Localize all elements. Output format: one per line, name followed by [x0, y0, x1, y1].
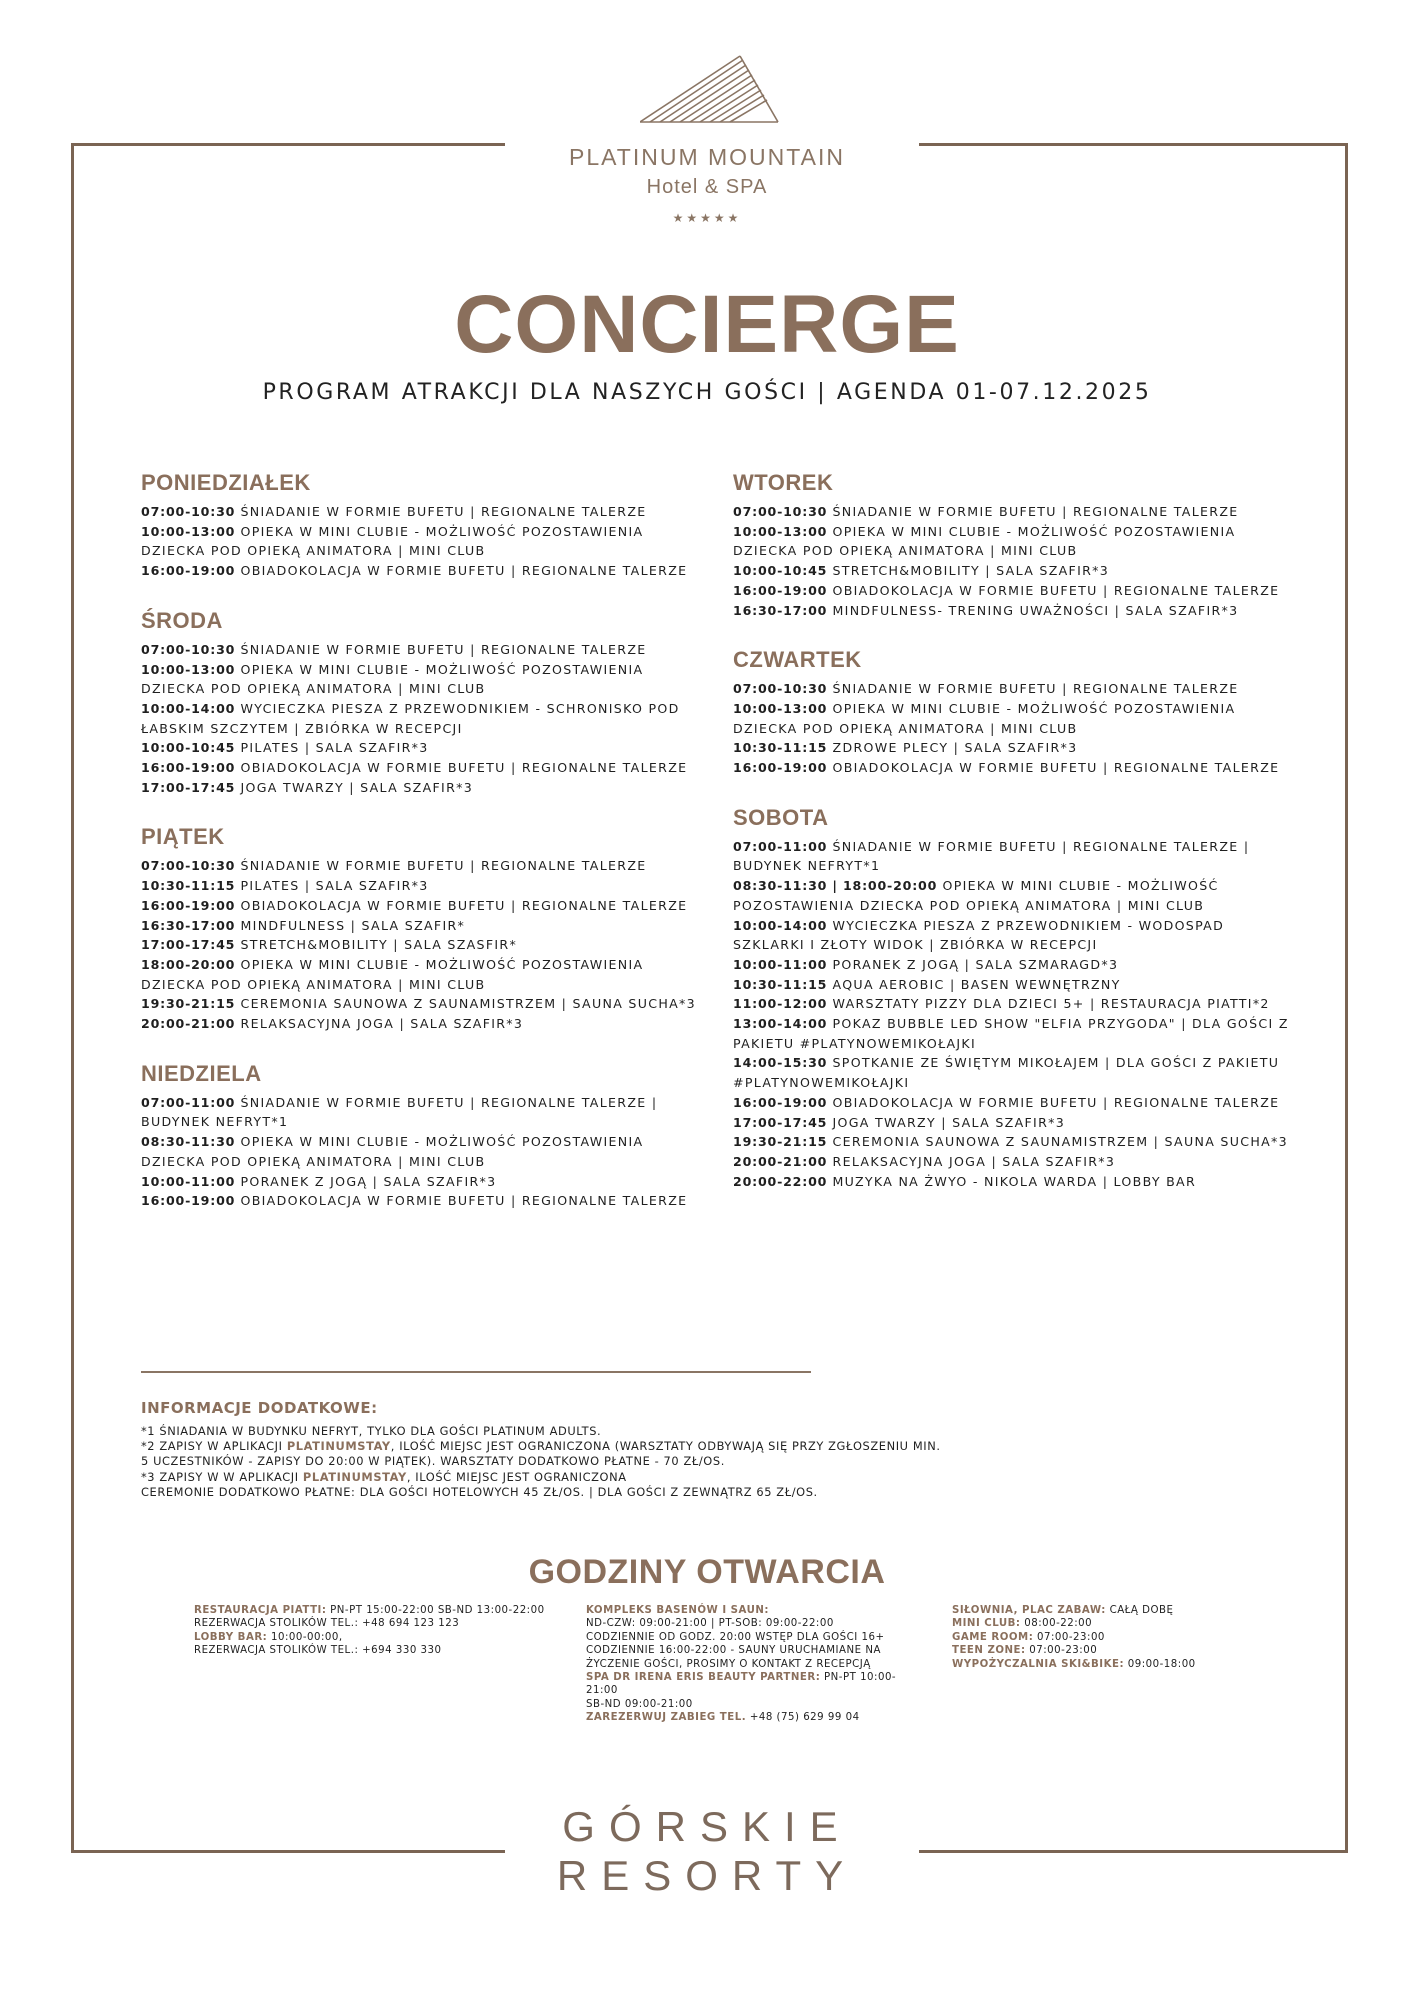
schedule-entry [733, 502, 1293, 522]
entry-text: RELAKSACYJNA JOGA | SALA SZAFIR*3 [240, 1016, 524, 1032]
entry-time: 13:00-14:00 [733, 1016, 828, 1032]
day-section [141, 608, 701, 798]
info-note-4: CEREMONIE DODATKOWO PŁATNE: DLA GOŚCI HOTELOWYCH 45 ZŁ/OS. | DLA GOŚCI Z ZEWNĄTRZ 65 ZŁ/OS. [141, 1484, 818, 1499]
day-section [141, 470, 701, 581]
app-name: PLATINUMSTAY [286, 1439, 391, 1454]
entry-time: 10:00-11:00 [733, 956, 828, 972]
entry-text: ZDROWE PLECY | SALA SZAFIR*3 [832, 740, 1078, 756]
schedule-entry [141, 778, 701, 798]
entry-text: OPIEKA W MINI CLUBIE - MOŻLIWOŚĆ POZOSTAWIENIA DZIECKA POD OPIEKĄ ANIMATORA | MINI CLUB [141, 1134, 644, 1169]
schedule-entry [141, 561, 701, 581]
day-section [733, 805, 1293, 1192]
info-note-2: *2 ZAPISY W APLIKACJI PLATINUMSTAY, ILOŚĆ MIEJSC JEST OGRANICZONA (WARSZTATY ODBYWAJĄ SIĘ PRZY ZGŁOSZENIU MIN. 5 UCZESTNIKÓW - ZAPISY DO 20:00 W PIĄTEK). WARSZTATY DODATKOWO PŁATNE - 70 ZŁ/OS. [141, 1439, 941, 1469]
entry-time: 10:30-11:15 [733, 740, 828, 756]
entry-text: CEREMONIA SAUNOWA Z SAUNAMISTRZEM | SAUNA SUCHA*3 [240, 996, 696, 1012]
entry-text: WYCIECZKA PIESZA Z PRZEWODNIKIEM - WODOSPAD SZKLARKI I ZŁOTY WIDOK | ZBIÓRKA W RECEPCJI [733, 917, 1225, 953]
entry-text: RELAKSACYJNA JOGA | SALA SZAFIR*3 [832, 1153, 1116, 1169]
entry-time: 16:00-19:00 [141, 563, 236, 579]
entry-text: OBIADOKOLACJA W FORMIE BUFETU | REGIONALNE TALERZE [240, 1193, 688, 1209]
entry-time: 08:30-11:30 | 18:00-20:00 [733, 878, 938, 894]
schedule-entry [141, 699, 701, 738]
schedule-entry [733, 1132, 1293, 1152]
schedule-left-column [141, 470, 701, 1238]
entry-time: 07:00-11:00 [141, 1094, 236, 1110]
entry-text: CEREMONIA SAUNOWA Z SAUNAMISTRZEM | SAUNA SUCHA*3 [832, 1134, 1288, 1150]
schedule-entry [141, 738, 701, 758]
schedule-entry [733, 1014, 1293, 1053]
entry-time: 20:00-22:00 [733, 1173, 828, 1189]
day-section [141, 1061, 701, 1211]
hours-column-2: KOMPLEKS BASENÓW I SAUN: ND-CZW: 09:00-21:00 | PT-SOB: 09:00-22:00 CODZIENNIE OD GODZ. 20:00 WSTĘP DLA GOŚCI 16+ CODZIENNIE 16:00-22:00 - SAUNY URUCHAMIANE NA ŻYCZENIE GOŚCI, PROSIMY O KONTAKT Z RECEPCJĄ SPA DR IRENA ERIS BEAUTY PARTNER: PN-PT 10:00-21:00 SB-ND 09:00-21:00 ZAREZERWUJ ZABIEG TEL. +48 (75) 629 99 04 [586, 1605, 897, 1724]
entry-time: 16:00-19:00 [733, 760, 828, 776]
entry-time: 16:00-19:00 [141, 897, 236, 913]
entry-time: 07:00-10:30 [141, 641, 236, 657]
entry-time: 10:00-10:45 [733, 563, 828, 579]
schedule-entry [141, 1191, 701, 1211]
schedule-entry [141, 876, 701, 896]
schedule-entry [733, 522, 1293, 561]
schedule-entry [733, 876, 1293, 915]
schedule-entry [141, 1132, 701, 1171]
entry-time: 20:00-21:00 [141, 1016, 236, 1032]
entry-text: OBIADOKOLACJA W FORMIE BUFETU | REGIONALNE TALERZE [832, 1094, 1280, 1110]
schedule-entry [141, 935, 701, 955]
entry-time: 19:30-21:15 [733, 1134, 828, 1150]
footer-logo-line-2: RESORTY [556, 1852, 858, 1899]
entry-text: PORANEK Z JOGĄ | SALA SZMARAGD*3 [832, 956, 1119, 972]
entry-time: 10:00-13:00 [733, 700, 828, 716]
schedule-entry [733, 916, 1293, 955]
schedule-entry [733, 955, 1293, 975]
entry-text: OBIADOKOLACJA W FORMIE BUFETU | REGIONALNE TALERZE [832, 760, 1280, 776]
footer-logo-line-1: GÓRSKIE [562, 1803, 852, 1850]
entry-time: 10:30-11:15 [141, 878, 236, 894]
schedule-entry [141, 1093, 701, 1132]
entry-time: 16:30-17:00 [141, 917, 236, 933]
entry-time: 10:00-11:00 [141, 1173, 236, 1189]
schedule-entry [141, 660, 701, 699]
entry-text: OPIEKA W MINI CLUBIE - MOŻLIWOŚĆ POZOSTAWIENIA DZIECKA POD OPIEKĄ ANIMATORA | MINI CLUB [141, 523, 644, 559]
entry-time: 10:30-11:15 [733, 976, 828, 992]
entry-text: OBIADOKOLACJA W FORMIE BUFETU | REGIONALNE TALERZE [240, 760, 688, 776]
entry-time: 18:00-20:00 [141, 956, 236, 972]
hours-title: GODZINY OTWARCIA [528, 1553, 886, 1591]
day-heading: SOBOTA [733, 804, 829, 830]
entry-text: ŚNIADANIE W FORMIE BUFETU | REGIONALNE TALERZE [832, 504, 1239, 519]
schedule-entry [733, 679, 1293, 699]
entry-time: 10:00-14:00 [733, 917, 828, 933]
schedule-entry [733, 758, 1293, 778]
schedule-entry [733, 1053, 1293, 1092]
info-note-1: *1 ŚNIADANIA W BUDYNKU NEFRYT, TYLKO DLA GOŚCI PLATINUM ADULTS. [141, 1424, 602, 1438]
entry-text: WARSZTATY PIZZY DLA DZIECI 5+ | RESTAURACJA PIATTI*2 [832, 996, 1270, 1012]
schedule-entry [733, 837, 1293, 876]
entry-text: OPIEKA W MINI CLUBIE - MOŻLIWOŚĆ POZOSTAWIENIA DZIECKA POD OPIEKĄ ANIMATORA | MINI CLUB [733, 523, 1236, 559]
day-heading: WTOREK [733, 470, 834, 495]
entry-time: 19:30-21:15 [141, 996, 236, 1012]
entry-text: JOGA TWARZY | SALA SZAFIR*3 [832, 1114, 1066, 1130]
entry-text: PILATES | SALA SZAFIR*3 [240, 878, 429, 894]
entry-text: STRETCH&MOBILITY | SALA SZASFIR* [240, 937, 518, 953]
entry-text: JOGA TWARZY | SALA SZAFIR*3 [240, 779, 474, 795]
day-section [141, 824, 701, 1033]
entry-time: 07:00-10:30 [733, 504, 828, 519]
brand-name: PLATINUM MOUNTAIN [569, 144, 845, 170]
entry-time: 16:00-19:00 [141, 760, 236, 776]
schedule-entry [141, 640, 701, 660]
entry-text: MINDFULNESS | SALA SZAFIR* [240, 917, 466, 933]
page-subtitle: PROGRAM ATRAKCJI DLA NASZYCH GOŚCI | AGENDA 01-07.12.2025 [262, 380, 1152, 405]
entry-text: ŚNIADANIE W FORMIE BUFETU | REGIONALNE TALERZE [240, 504, 647, 519]
entry-time: 10:00-13:00 [141, 523, 236, 539]
entry-text: WYCIECZKA PIESZA Z PRZEWODNIKIEM - SCHRONISKO POD ŁABSKIM SZCZYTEM | ZBIÓRKA W RECEPCJI [141, 700, 680, 736]
day-section [733, 470, 1293, 620]
schedule-entry [733, 1113, 1293, 1133]
entry-time: 11:00-12:00 [733, 996, 828, 1012]
entry-time: 16:30-17:00 [733, 602, 828, 618]
schedule-entry [733, 601, 1293, 621]
schedule-entry [141, 994, 701, 1014]
entry-text: PILATES | SALA SZAFIR*3 [240, 740, 429, 756]
schedule-entry [733, 1152, 1293, 1172]
schedule-entry [141, 1172, 701, 1192]
schedule-entry [141, 758, 701, 778]
entry-text: PORANEK Z JOGĄ | SALA SZAFIR*3 [240, 1173, 497, 1189]
schedule-entry [141, 502, 701, 522]
entry-time: 17:00-17:45 [141, 937, 236, 953]
day-heading: NIEDZIELA [141, 1060, 262, 1086]
schedule-entry [733, 1093, 1293, 1113]
day-heading: PONIEDZIAŁEK [141, 470, 311, 495]
entry-time: 16:00-19:00 [141, 1193, 236, 1209]
entry-time: 10:00-10:45 [141, 740, 236, 756]
entry-text: ŚNIADANIE W FORMIE BUFETU | REGIONALNE TALERZE [832, 681, 1239, 697]
entry-time: 16:00-19:00 [733, 1094, 828, 1110]
entry-text: MINDFULNESS- TRENING UWAŻNOŚCI | SALA SZAFIR*3 [832, 602, 1239, 618]
schedule-entry [141, 856, 701, 876]
entry-text: OPIEKA W MINI CLUBIE - MOŻLIWOŚĆ POZOSTAWIENIA DZIECKA POD OPIEKĄ ANIMATORA | MINI CLUB [733, 700, 1236, 736]
entry-text: ŚNIADANIE W FORMIE BUFETU | REGIONALNE TALERZE [240, 641, 647, 657]
schedule-entry [733, 1172, 1293, 1192]
entry-time: 14:00-15:30 [733, 1055, 828, 1071]
page-title: CONCIERGE [454, 279, 960, 370]
entry-time: 17:00-17:45 [141, 779, 236, 795]
entry-text: ŚNIADANIE W FORMIE BUFETU | REGIONALNE TALERZE [240, 858, 647, 874]
entry-text: ŚNIADANIE W FORMIE BUFETU | REGIONALNE TALERZE | BUDYNEK NEFRYT*1 [733, 838, 1250, 874]
entry-text: STRETCH&MOBILITY | SALA SZAFIR*3 [832, 563, 1110, 579]
schedule-entry [733, 994, 1293, 1014]
entry-time: 07:00-10:30 [733, 681, 828, 697]
schedule-entry [141, 955, 701, 994]
schedule-entry [141, 896, 701, 916]
schedule-entry [733, 699, 1293, 738]
day-heading: CZWARTEK [733, 647, 862, 673]
entry-text: ŚNIADANIE W FORMIE BUFETU | REGIONALNE TALERZE | BUDYNEK NEFRYT*1 [141, 1094, 658, 1130]
brand-subtitle: Hotel & SPA [646, 176, 768, 198]
hours-column-3: SIŁOWNIA, PLAC ZABAW: CAŁĄ DOBĘ MINI CLUB: 08:00-22:00 GAME ROOM: 07:00-23:00 TEEN ZONE: 07:00-23:00 WYPOŻYCZALNIA SKI&BIKE: 09:00-18:00 [952, 1605, 1196, 1670]
schedule-entry [733, 975, 1293, 995]
entry-time: 07:00-10:30 [141, 504, 236, 519]
entry-time: 17:00-17:45 [733, 1114, 828, 1130]
entry-text: AQUA AEROBIC | BASEN WEWNĘTRZNY [832, 976, 1121, 992]
entry-text: POKAZ BUBBLE LED SHOW "ELFIA PRZYGODA" | DLA GOŚCI Z PAKIETU #PLATYNOWEMIKOŁAJKI [733, 1016, 1289, 1051]
day-heading: ŚRODA [141, 607, 223, 633]
entry-text: OPIEKA W MINI CLUBIE - MOŻLIWOŚĆ POZOSTAWIENIA DZIECKA POD OPIEKĄ ANIMATORA | MINI CLUB [733, 878, 1219, 913]
entry-text: OPIEKA W MINI CLUBIE - MOŻLIWOŚĆ POZOSTAWIENIA DZIECKA POD OPIEKĄ ANIMATORA | MINI CLUB [141, 661, 644, 697]
entry-text: SPOTKANIE ZE ŚWIĘTYM MIKOŁAJEM | DLA GOŚCI Z PAKIETU #PLATYNOWEMIKOŁAJKI [733, 1055, 1280, 1091]
hours-column-1: RESTAURACJA PIATTI: PN-PT 15:00-22:00 SB-ND 13:00-22:00 REZERWACJA STOLIKÓW TEL.: +48 694 123 123 LOBBY BAR: 10:00-00:00, REZERWACJA STOLIKÓW TEL.: +694 330 330 [194, 1605, 545, 1657]
entry-text: MUZYKA NA ŻWYO - NIKOLA WARDA | LOBBY BAR [832, 1173, 1197, 1189]
entry-text: OBIADOKOLACJA W FORMIE BUFETU | REGIONALNE TALERZE [240, 563, 688, 579]
schedule-entry [733, 581, 1293, 601]
info-heading: INFORMACJE DODATKOWE: [141, 1399, 378, 1417]
entry-text: OBIADOKOLACJA W FORMIE BUFETU | REGIONALNE TALERZE [832, 582, 1280, 598]
app-name: PLATINUMSTAY [302, 1469, 407, 1484]
info-notes [141, 1424, 941, 1500]
entry-time: 10:00-14:00 [141, 700, 236, 716]
schedule-entry [141, 916, 701, 936]
entry-text: OPIEKA W MINI CLUBIE - MOŻLIWOŚĆ POZOSTAWIENIA DZIECKA POD OPIEKĄ ANIMATORA | MINI CLUB [141, 956, 644, 992]
brand-stars: ★★★★★ [672, 211, 742, 225]
entry-time: 07:00-11:00 [733, 838, 828, 854]
entry-time: 10:00-13:00 [733, 523, 828, 539]
entry-time: 10:00-13:00 [141, 661, 236, 677]
divider [141, 1371, 811, 1373]
entry-time: 20:00-21:00 [733, 1153, 828, 1169]
schedule-entry [733, 561, 1293, 581]
schedule-entry [141, 522, 701, 561]
schedule-entry [141, 1014, 701, 1034]
day-heading: PIĄTEK [141, 824, 225, 850]
day-section [733, 647, 1293, 778]
entry-time: 07:00-10:30 [141, 858, 236, 874]
entry-time: 16:00-19:00 [733, 582, 828, 598]
info-note-3: *3 ZAPISY W W APLIKACJI PLATINUMSTAY, ILOŚĆ MIEJSC JEST OGRANICZONA [141, 1469, 627, 1484]
schedule-right-column [733, 470, 1293, 1218]
entry-time: 08:30-11:30 [141, 1134, 236, 1150]
entry-text: OBIADOKOLACJA W FORMIE BUFETU | REGIONALNE TALERZE [240, 897, 688, 913]
mountain-logo-icon [640, 54, 780, 124]
schedule-entry [733, 738, 1293, 758]
